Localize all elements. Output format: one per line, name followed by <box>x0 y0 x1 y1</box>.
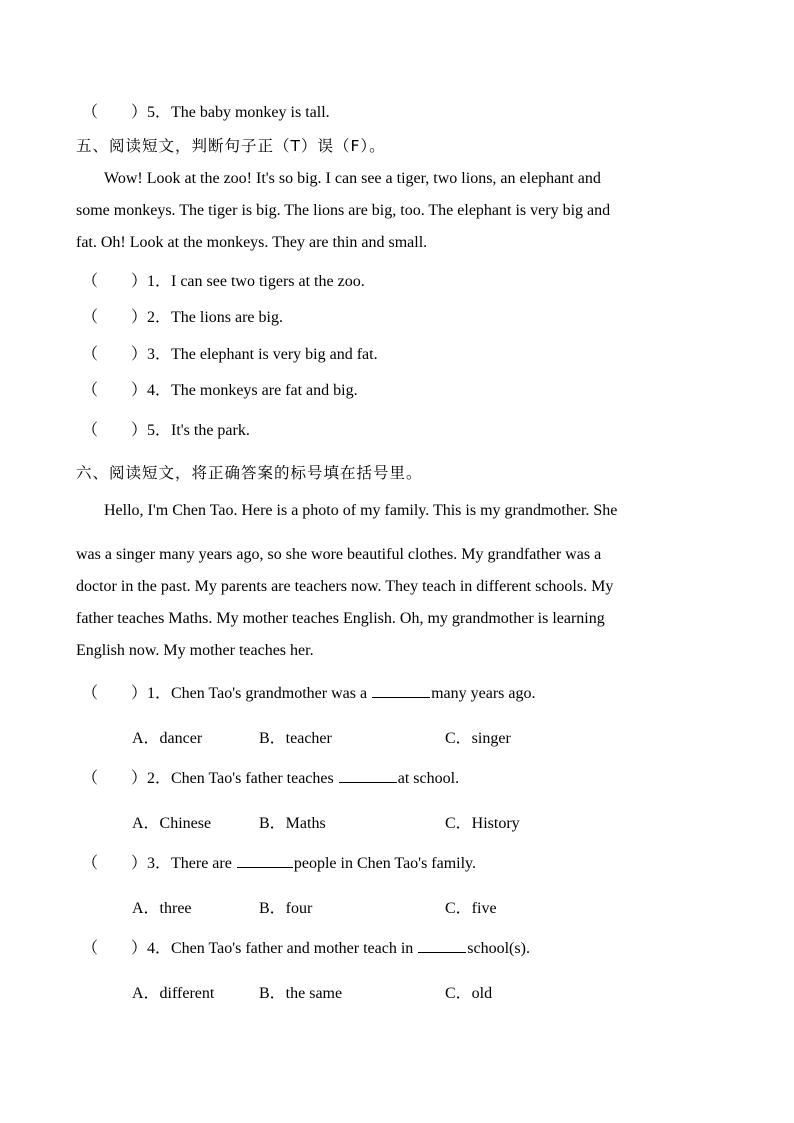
option-c: C．five <box>445 900 497 917</box>
answer-paren-close: ） <box>131 940 148 957</box>
passage-line: Wow! Look at the zoo! It's so big. I can see a tiger, two lions, an elephant and <box>104 170 601 187</box>
option-a: A．Chinese <box>132 815 212 832</box>
answer-paren-close: ） <box>131 273 148 290</box>
answer-paren-open: （ <box>82 273 99 290</box>
option-a: A．different <box>132 985 215 1002</box>
answer-blank <box>237 853 293 868</box>
passage-line: doctor in the past. My parents are teachers now. They teach in different schools. My <box>76 578 614 595</box>
question-text: 5．The baby monkey is tall. <box>147 104 330 121</box>
answer-paren-open: （ <box>82 104 99 121</box>
answer-paren-close: ） <box>131 309 148 326</box>
answer-paren-close: ） <box>131 770 148 787</box>
answer-paren-close: ） <box>131 346 148 363</box>
passage-line: Hello, I'm Chen Tao. Here is a photo of my family. This is my grandmother. She <box>104 502 618 519</box>
passage-line: fat. Oh! Look at the monkeys. They are thin and small. <box>76 234 428 251</box>
option-b: B．four <box>259 900 313 917</box>
passage-line: some monkeys. The tiger is big. The lions are big, too. The elephant is very big and <box>76 202 611 219</box>
option-b: B．the same <box>259 985 343 1002</box>
question-text: 4．The monkeys are fat and big. <box>147 382 358 399</box>
question-text: 5．It's the park. <box>147 422 250 439</box>
question-text: 2．Chen Tao's father teaches at school. <box>147 770 460 787</box>
section-heading: 六、阅读短文，将正确答案的标号填在括号里。 <box>76 464 423 482</box>
option-c: C．old <box>445 985 493 1002</box>
answer-paren-open: （ <box>82 770 99 787</box>
option-c: C．History <box>445 815 520 832</box>
option-a: A．three <box>132 900 192 917</box>
option-a: A．dancer <box>132 730 203 747</box>
passage-line: was a singer many years ago, so she wore beautiful clothes. My grandfather was a <box>76 546 602 563</box>
question-text: 4．Chen Tao's father and mother teach in school(s). <box>147 940 530 957</box>
answer-paren-open: （ <box>82 346 99 363</box>
answer-blank <box>372 683 430 698</box>
answer-paren-open: （ <box>82 685 99 702</box>
answer-paren-open: （ <box>82 309 99 326</box>
answer-paren-close: ） <box>131 382 148 399</box>
question-text: 2．The lions are big. <box>147 309 283 326</box>
section-heading: 五、阅读短文，判断句子正（T）误（F）。 <box>76 137 386 155</box>
question-text: 1．Chen Tao's grandmother was a many years ago. <box>147 685 536 702</box>
question-text: 1．I can see two tigers at the zoo. <box>147 273 365 290</box>
option-c: C．singer <box>445 730 511 747</box>
answer-blank <box>418 938 466 953</box>
answer-blank <box>339 768 397 783</box>
passage-line: English now. My mother teaches her. <box>76 642 314 659</box>
option-b: B．Maths <box>259 815 326 832</box>
answer-paren-open: （ <box>82 855 99 872</box>
answer-paren-close: ） <box>131 685 148 702</box>
answer-paren-close: ） <box>131 422 148 439</box>
answer-paren-close: ） <box>131 104 148 121</box>
option-b: B．teacher <box>259 730 332 747</box>
passage-line: father teaches Maths. My mother teaches English. Oh, my grandmother is learning <box>76 610 605 627</box>
answer-paren-open: （ <box>82 940 99 957</box>
answer-paren-open: （ <box>82 382 99 399</box>
answer-paren-open: （ <box>82 422 99 439</box>
question-text: 3．There are people in Chen Tao's family. <box>147 855 477 872</box>
answer-paren-close: ） <box>131 855 148 872</box>
question-text: 3．The elephant is very big and fat. <box>147 346 378 363</box>
